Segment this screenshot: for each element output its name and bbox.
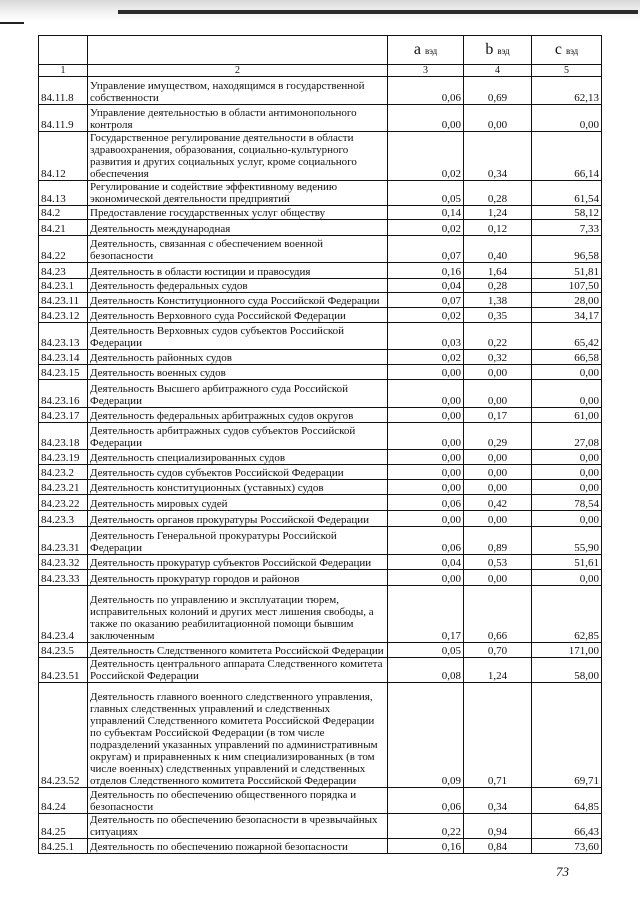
row-code: 84.23.21 <box>39 480 88 495</box>
row-value-a: 0,00 <box>388 511 464 527</box>
column-number: 1 <box>39 65 88 77</box>
row-value-b: 0,53 <box>464 555 532 570</box>
row-value-c: 28,00 <box>532 293 602 308</box>
row-name: Деятельность по обеспечению общественного порядка и безопасности <box>88 788 388 814</box>
row-value-c: 0,00 <box>532 570 602 586</box>
row-code: 84.25.1 <box>39 839 88 854</box>
row-name: Деятельность органов прокуратуры Российской Федерации <box>88 511 388 527</box>
row-code: 84.23.5 <box>39 643 88 658</box>
row-value-b: 0,71 <box>464 683 532 788</box>
row-code: 84.2 <box>39 206 88 220</box>
row-name: Деятельность центрального аппарата Следственного комитета Российской Федерации <box>88 658 388 683</box>
row-value-c: 0,00 <box>532 480 602 495</box>
table-row <box>39 220 602 236</box>
row-name: Деятельность федеральных арбитражных судов округов <box>88 408 388 423</box>
row-value-c: 0,00 <box>532 511 602 527</box>
row-value-a: 0,00 <box>388 105 464 132</box>
row-value-c: 61,00 <box>532 408 602 423</box>
row-value-a: 0,02 <box>388 350 464 365</box>
coefficients-table <box>38 35 602 854</box>
row-value-b: 0,12 <box>464 220 532 236</box>
row-value-c: 66,43 <box>532 814 602 839</box>
row-name: Деятельность конституционных (уставных) судов <box>88 480 388 495</box>
row-code: 84.23.33 <box>39 570 88 586</box>
row-value-a: 0,06 <box>388 527 464 555</box>
row-name: Деятельность районных судов <box>88 350 388 365</box>
row-name: Управление имуществом, находящимся в государственной собственности <box>88 77 388 105</box>
row-value-a: 0,07 <box>388 236 464 263</box>
row-value-b: 0,34 <box>464 132 532 181</box>
row-value-c: 0,00 <box>532 365 602 380</box>
row-value-b: 0,70 <box>464 643 532 658</box>
row-code: 84.23.51 <box>39 658 88 683</box>
scan-edge-tick <box>0 22 24 24</box>
row-code: 84.23.11 <box>39 293 88 308</box>
row-code: 84.23.16 <box>39 380 88 408</box>
row-name: Деятельность по управлению и эксплуатации тюрем, исправительных колоний и других мест лишения свободы, а также по оказанию реабилитационной помощи бывшим заключенным <box>88 586 388 643</box>
table-row <box>39 77 602 105</box>
row-value-c: 62,85 <box>532 586 602 643</box>
row-value-a: 0,00 <box>388 480 464 495</box>
row-code: 84.24 <box>39 788 88 814</box>
row-value-c: 171,00 <box>532 643 602 658</box>
column-number: 4 <box>464 65 532 77</box>
row-name: Деятельность мировых судей <box>88 495 388 511</box>
table-row <box>39 814 602 839</box>
row-code: 84.22 <box>39 236 88 263</box>
table-row <box>39 555 602 570</box>
row-value-c: 0,00 <box>532 450 602 465</box>
row-value-a: 0,00 <box>388 465 464 480</box>
table-row <box>39 279 602 293</box>
table-row <box>39 495 602 511</box>
row-value-b: 0,35 <box>464 308 532 323</box>
row-code: 84.13 <box>39 181 88 206</box>
row-code: 84.23.31 <box>39 527 88 555</box>
row-code: 84.23.22 <box>39 495 88 511</box>
row-name: Деятельность по обеспечению пожарной безопасности <box>88 839 388 854</box>
row-value-c: 7,33 <box>532 220 602 236</box>
row-code: 84.23.32 <box>39 555 88 570</box>
row-name: Деятельность прокуратур городов и районов <box>88 570 388 586</box>
row-value-a: 0,17 <box>388 586 464 643</box>
row-code: 84.23.52 <box>39 683 88 788</box>
scan-edge-bar <box>118 10 638 14</box>
column-number: 5 <box>532 65 602 77</box>
table-row <box>39 380 602 408</box>
row-value-b: 0,84 <box>464 839 532 854</box>
table-row <box>39 423 602 450</box>
row-value-a: 0,02 <box>388 132 464 181</box>
row-value-a: 0,16 <box>388 263 464 279</box>
table-row <box>39 658 602 683</box>
table-row <box>39 293 602 308</box>
table-row <box>39 132 602 181</box>
table-row <box>39 480 602 495</box>
row-name: Деятельность в области юстиции и правосудия <box>88 263 388 279</box>
row-value-b: 0,00 <box>464 105 532 132</box>
row-value-a: 0,02 <box>388 220 464 236</box>
row-value-b: 0,69 <box>464 77 532 105</box>
row-value-b: 0,89 <box>464 527 532 555</box>
row-value-b: 0,00 <box>464 511 532 527</box>
row-code: 84.11.8 <box>39 77 88 105</box>
row-value-b: 0,00 <box>464 450 532 465</box>
row-value-a: 0,00 <box>388 450 464 465</box>
header-col-c: c вэд <box>532 36 602 65</box>
table-row <box>39 586 602 643</box>
row-name: Предоставление государственных услуг обществу <box>88 206 388 220</box>
row-value-c: 65,42 <box>532 323 602 350</box>
row-code: 84.23.4 <box>39 586 88 643</box>
row-value-a: 0,16 <box>388 839 464 854</box>
header-name <box>88 36 388 65</box>
table-row <box>39 839 602 854</box>
row-code: 84.23.15 <box>39 365 88 380</box>
row-value-a: 0,00 <box>388 380 464 408</box>
row-value-b: 0,28 <box>464 181 532 206</box>
column-number: 3 <box>388 65 464 77</box>
row-name: Деятельность Следственного комитета Российской Федерации <box>88 643 388 658</box>
row-value-a: 0,09 <box>388 683 464 788</box>
row-name: Деятельность военных судов <box>88 365 388 380</box>
table-row <box>39 570 602 586</box>
table-row <box>39 236 602 263</box>
row-value-b: 0,94 <box>464 814 532 839</box>
page-number: 73 <box>556 864 569 879</box>
row-value-c: 58,12 <box>532 206 602 220</box>
row-value-c: 0,00 <box>532 465 602 480</box>
row-value-a: 0,05 <box>388 643 464 658</box>
row-value-b: 0,00 <box>464 570 532 586</box>
row-code: 84.23.19 <box>39 450 88 465</box>
row-value-c: 51,61 <box>532 555 602 570</box>
table-row <box>39 181 602 206</box>
row-code: 84.23.13 <box>39 323 88 350</box>
table-row <box>39 323 602 350</box>
table-row <box>39 408 602 423</box>
row-value-b: 0,32 <box>464 350 532 365</box>
row-value-c: 66,14 <box>532 132 602 181</box>
row-value-a: 0,00 <box>388 570 464 586</box>
row-value-b: 0,00 <box>464 380 532 408</box>
row-value-a: 0,04 <box>388 555 464 570</box>
row-code: 84.23.2 <box>39 465 88 480</box>
row-value-c: 107,50 <box>532 279 602 293</box>
row-value-c: 61,54 <box>532 181 602 206</box>
row-value-a: 0,03 <box>388 323 464 350</box>
table-row <box>39 511 602 527</box>
table-row <box>39 450 602 465</box>
row-value-c: 64,85 <box>532 788 602 814</box>
row-code: 84.25 <box>39 814 88 839</box>
row-value-b: 0,17 <box>464 408 532 423</box>
column-number: 2 <box>88 65 388 77</box>
row-name: Государственное регулирование деятельности в области здравоохранения, образования, социально-культурного развития и других социальных услуг, кроме социального обеспечения <box>88 132 388 181</box>
row-value-a: 0,06 <box>388 788 464 814</box>
table-row <box>39 643 602 658</box>
row-value-a: 0,07 <box>388 293 464 308</box>
row-value-c: 96,58 <box>532 236 602 263</box>
row-code: 84.23.17 <box>39 408 88 423</box>
row-value-a: 0,06 <box>388 495 464 511</box>
row-name: Деятельность международная <box>88 220 388 236</box>
table-row <box>39 788 602 814</box>
row-value-c: 0,00 <box>532 105 602 132</box>
row-value-c: 73,60 <box>532 839 602 854</box>
row-code: 84.21 <box>39 220 88 236</box>
table-row <box>39 308 602 323</box>
row-name: Деятельность Верховных судов субъектов Российской Федерации <box>88 323 388 350</box>
row-name: Деятельность по обеспечению безопасности в чрезвычайных ситуациях <box>88 814 388 839</box>
row-code: 84.23.18 <box>39 423 88 450</box>
row-code: 84.23.12 <box>39 308 88 323</box>
row-value-c: 34,17 <box>532 308 602 323</box>
row-value-b: 1,38 <box>464 293 532 308</box>
row-name: Деятельность федеральных судов <box>88 279 388 293</box>
row-name: Деятельность судов субъектов Российской Федерации <box>88 465 388 480</box>
row-name: Деятельность Высшего арбитражного суда Российской Федерации <box>88 380 388 408</box>
row-value-a: 0,04 <box>388 279 464 293</box>
table-row <box>39 365 602 380</box>
row-value-b: 1,24 <box>464 658 532 683</box>
table-row <box>39 527 602 555</box>
row-value-c: 51,81 <box>532 263 602 279</box>
row-value-b: 0,00 <box>464 480 532 495</box>
row-name: Деятельность главного военного следственного управления, главных следственных управлений и следственных управлений Следственного комитета Российской Федерации по субъектам Российской Федерации (в том числе подразделений указанных управлений по административным округам) и приравненных к ним специализированных (в том числе военных) следственных управлений и следственных отделов Следственного комитета Российской Федерации <box>88 683 388 788</box>
row-value-a: 0,14 <box>388 206 464 220</box>
table-row <box>39 105 602 132</box>
row-value-c: 0,00 <box>532 380 602 408</box>
row-name: Регулирование и содействие эффективному ведению экономической деятельности предприятий <box>88 181 388 206</box>
row-value-a: 0,22 <box>388 814 464 839</box>
row-value-a: 0,05 <box>388 181 464 206</box>
row-code: 84.23.3 <box>39 511 88 527</box>
row-value-c: 78,54 <box>532 495 602 511</box>
row-code: 84.23.1 <box>39 279 88 293</box>
row-value-b: 0,00 <box>464 465 532 480</box>
row-name: Деятельность арбитражных судов субъектов Российской Федерации <box>88 423 388 450</box>
row-value-c: 55,90 <box>532 527 602 555</box>
row-value-a: 0,00 <box>388 365 464 380</box>
table-row <box>39 683 602 788</box>
header-col-b: b вэд <box>464 36 532 65</box>
row-name: Деятельность, связанная с обеспечением военной безопасности <box>88 236 388 263</box>
row-value-c: 62,13 <box>532 77 602 105</box>
row-name: Деятельность специализированных судов <box>88 450 388 465</box>
row-value-b: 1,24 <box>464 206 532 220</box>
header-col-a: a вэд <box>388 36 464 65</box>
row-code: 84.12 <box>39 132 88 181</box>
row-name: Деятельность Конституционного суда Российской Федерации <box>88 293 388 308</box>
row-value-b: 0,29 <box>464 423 532 450</box>
row-value-b: 0,28 <box>464 279 532 293</box>
row-name: Деятельность Верховного суда Российской Федерации <box>88 308 388 323</box>
row-value-c: 66,58 <box>532 350 602 365</box>
row-value-b: 0,34 <box>464 788 532 814</box>
row-value-b: 0,42 <box>464 495 532 511</box>
table-row <box>39 465 602 480</box>
row-value-c: 58,00 <box>532 658 602 683</box>
row-name: Деятельность прокуратур субъектов Российской Федерации <box>88 555 388 570</box>
row-value-c: 27,08 <box>532 423 602 450</box>
row-value-b: 0,66 <box>464 586 532 643</box>
row-name: Деятельность Генеральной прокуратуры Российской Федерации <box>88 527 388 555</box>
row-value-c: 69,71 <box>532 683 602 788</box>
row-value-a: 0,02 <box>388 308 464 323</box>
row-value-a: 0,06 <box>388 77 464 105</box>
row-value-b: 0,40 <box>464 236 532 263</box>
row-code: 84.23 <box>39 263 88 279</box>
row-code: 84.11.9 <box>39 105 88 132</box>
table-row <box>39 206 602 220</box>
table-row <box>39 263 602 279</box>
row-value-b: 1,64 <box>464 263 532 279</box>
row-value-a: 0,08 <box>388 658 464 683</box>
table-row <box>39 350 602 365</box>
row-code: 84.23.14 <box>39 350 88 365</box>
row-value-a: 0,00 <box>388 423 464 450</box>
column-number-row <box>39 65 602 77</box>
header-code <box>39 36 88 65</box>
row-value-b: 0,00 <box>464 365 532 380</box>
row-value-a: 0,00 <box>388 408 464 423</box>
row-value-b: 0,22 <box>464 323 532 350</box>
header-row <box>39 36 602 65</box>
row-name: Управление деятельностью в области антимонопольного контроля <box>88 105 388 132</box>
